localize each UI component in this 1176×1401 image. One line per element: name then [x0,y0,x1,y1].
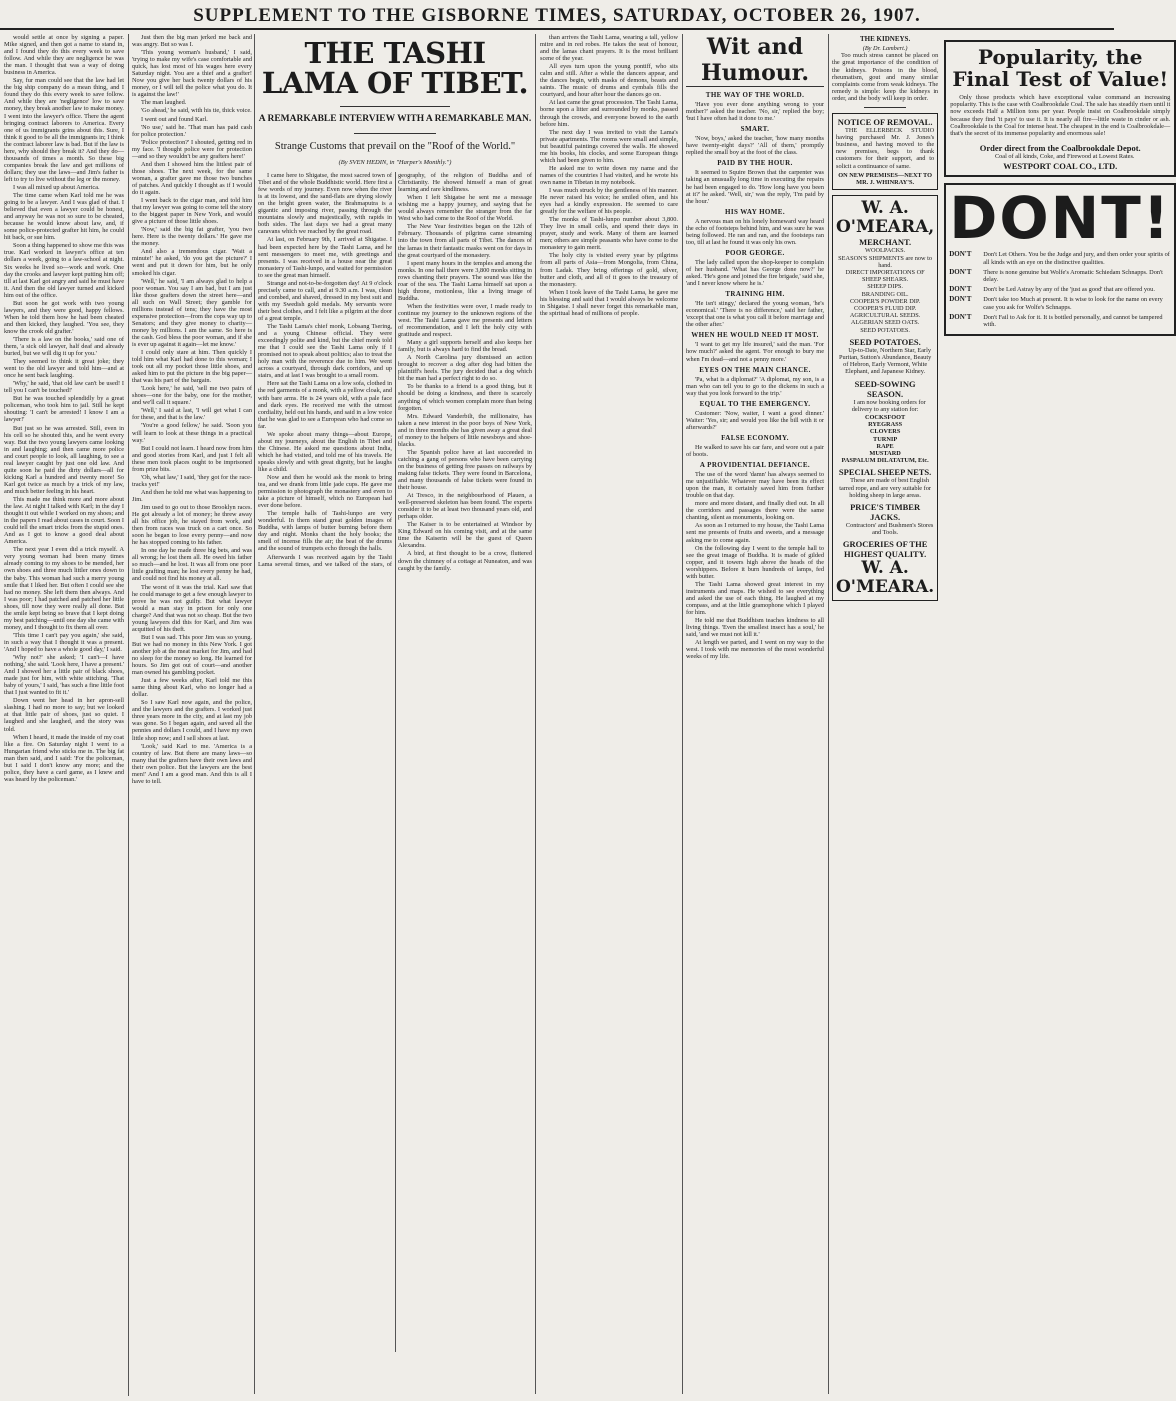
wit-and-humour [686,34,824,1396]
article-paragraph: And then he told me what was happening to Jim. [132,488,252,503]
news-item: Many a girl supports herself and also keeps her family, but is always hard to find the bread. [398,339,532,354]
news-item: Mrs. Edward Vanderbilt, the millionaire, has taken a new interest in the poor boys of New York, and in three months she has given away a great deal of money to the helpers of little newsboys and shoe-blacks. [398,412,532,448]
product-line: COOPER'S POWDER DIP. [849,297,921,305]
article-paragraph: 'This young woman's husband,' I said, 'trying to make my wife's case comfortable and quick, has lost most of his wages here every Saturday night. You are a thief and a grafter! Now you give her back twenty dollars of his money, or I will tell the police what you do. It is against the law!' [132,49,252,99]
article-paragraph: Down went her head in her apron-sell slashing. I had no more to say; but we looked at that little pair of shoes, just so quiet. I laughed and she laughed, and the story was told. [4,697,124,733]
article-paragraph: But I could not learn. I heard now from him and good stories from Karl, and just I felt all these men took places ought to be imprisoned from prize bits. [132,444,252,473]
seed-item: RYEGRASS [868,421,903,429]
kidney-text: Too much stress cannot be placed on the great importance of the condition of the kidneys. Poisons in the blood, rheumatism, gout and many similar complaints come from weak kidneys. The remedy is simple: keep the kidneys in order, and the body will keep in order. [832,52,939,103]
article-paragraph: The worst of it was the trial. Karl saw that he could manage to get a few enough lawyer to prove he was not guilty. But what lawyer would a man stay in prison for only one charge? And that was not so cheap. But the two young lawyers did this for Karl, and Jim was acquitted of his theft. [132,583,252,633]
omeara-ad [832,195,938,601]
article-paragraph: So I saw Karl now again, and the police, and the lawyers and the grafters. I worked just three years more in the city, and at last my job was gone. So I began again, and saved all the pennies and dollars I could, and I have my own little shop now; and I sell shoes at last. [132,699,252,742]
product-line: SEASON'S SHIPMENTS are now to hand. [838,254,933,269]
removal-address: ON NEW PREMISES—NEXT TO MR. J. WHINRAY'S. [838,171,933,187]
joke-title: WHEN HE WOULD NEED IT MOST. [691,331,819,340]
removal-text: THE ELLERBECK STUDIO having purchased Mr. J. Jones's business, and having moved to the new premises, begs to thank customers for their support, and to solicit a continuance of same. [836,126,935,170]
joke-text: 'I want to get my life insured,' said the man. 'For how much?' asked the agent. 'For enough to bury me when I'm dead—and not a penny more.' [686,341,824,363]
article-paragraph: At last came the great procession. The Tashi Lama, borne upon a litter and surrounded by monks, passed through the crowds, and everyone bowed to the earth before him. [540,99,678,128]
product-line: WOOLPACKS. [865,247,906,255]
timber-jacks-title: PRICE'S TIMBER JACKS. [850,501,921,522]
tashi-paragraph: When the festivities were over, I made ready to continue my journey to the unknown regions of the west. The Tashi Lama gave me presents and letters of recommendation, and I left the holy city with gratitude and respect. [398,302,532,339]
seed-item: COCKSFOOT [864,413,906,421]
joke-title: EYES ON THE MAIN CHANCE. [699,365,811,374]
article-paragraph: And also a tremendous cigar. 'Wait a minute!' he asked, 'do you get the picture?' I went and put it down for him, but he only smoked his cigar. [132,248,252,277]
dont-row [949,314,1171,328]
tashi-paragraph: Here sat the Tashi Lama on a low sofa, clothed in the red garments of a monk, with a yellow cloak, and with bare arms. He is 24 years old, with a pale face and dark eyes. He received me with the utmost cordiality, held out his hands, and said in a low voice that he was glad to see a European who had come so far. [258,380,392,430]
joke-title: FALSE ECONOMY. [721,433,789,442]
article-paragraph: He told me that Buddhism teaches kindness to all living things. 'Even the smallest insect has a soul,' he said, 'and we must not kill it.' [686,617,824,639]
article-paragraph: The time came when Karl told me he was going to be a lawyer. And I was glad of that. I believed that even a lawyer could be honest, and anyway he was not so sure to be cheated, because he would know about law, and, if some police-protected grafter hit him, he could hit back, or sue him. [4,192,124,242]
tashi-paragraph: Now and then he would ask the monk to bring tea, and we drank from little jade cups. He gave me permission to photograph the monastery and even to take a picture of himself, which no European had ever done before. [258,474,392,510]
seed-item: RAPE [876,442,894,450]
kidney-title: THE KIDNEYS. [860,35,911,43]
article-paragraph: I was much struck by the gentleness of his manner. He never raised his voice; he smiled often, and his eyes had a kindly expression. He seemed to care greatly for the welfare of his people. [540,186,678,216]
article-paragraph: 'Now,' said the big fat grafter, 'you two here. Here is the twenty dollars.' He gave me the money. [132,226,252,248]
dont-row [949,296,1171,310]
popularity-text: Only those products which have exceptional value command an increasing popularity. This is the case with Coalbrookdale Coal. The sale has steadily risen until it now exceeds Half a Million tons per year. People insist on Coalbrookdale simply because they find 'it pays' to use it. It is nearly all fire—little waste in cinder or ash. Coalbrookdale is the Coal for intense heat. The cheapest in the end is Coalbrookdale—that's the secret of its immense popularity and enormous sale! [950,94,1171,138]
tashi-paragraph: The temple halls of Tashi-lunpo are very wonderful. In them stand great golden images of Buddha, with lamps of butter burning before them day and night. Monks chant the holy books; the smell of incense fills the air; the beat of the drums and the sound of trumpets echo through the halls. [258,510,392,553]
joke-text: The lady called upon the shop-keeper to complain of her husband. 'What has George done now?' he asked. 'He's gone and joined the fire brigade,' said she, 'and I never know where he is.' [686,258,824,288]
article-paragraph: 'This time I can't pay you again,' she said, in such a way that I thought it was a present. 'And I hoped to have a whole good day,' I said. [4,631,124,653]
tashi-paragraph: The New Year festivities began on the 12th of February. Thousands of pilgrims came streaming into the town from all parts of Tibet. The dances of the lamas in their fantastic masks went on for days in the great courtyard of the monastery. [398,223,532,259]
ads-left [832,34,938,606]
dont-text: Don't Fail to Ask for it. It is bottled personally, and cannot be tampered with. [983,313,1163,329]
masthead [0,0,1114,30]
dont-headline: DONT! [949,184,1172,253]
article-paragraph: In one day he made three big bets, and was all wrong; he lost them all. He owed his father so much—and he lost. It was all from one poor little grafting man; he lost every penny he had, and could not find his money at all. [132,547,252,583]
seed-item: CLOVERS [869,428,901,436]
article-paragraph: I was all mixed up about America. [13,183,100,191]
joke-title: EQUAL TO THE EMERGENCY. [699,399,811,408]
column-rule [682,34,683,1394]
article-paragraph: I went out and found Karl. [141,115,208,123]
joke-text: The use of the word 'damn' has always seemed to me unjustifiable. Whatever may have been its effect upon the man, it certainly saved him from further trouble on that day. [686,471,824,500]
article-paragraph: When I heard, it made the inside of my coat like a fire. On Saturday night I went to a Hungarian friend who sticks me in. The big fat man then said, and I said: 'For the policeman, but I said I don't know any more; and the police, they have a card game, as I knew and was heard by the policeman.' [4,733,124,783]
article-paragraph: The man laughed. [141,99,187,107]
tashi-paragraph: At last, on February 9th, I arrived at Shigatse. I had been expected here by the Tashi Lama, and he sent messengers to meet me, with greetings and presents. I was received in a house near the great monastery of Tashi-lunpo, and waited for permission to see the great man himself. [258,236,392,279]
product-line: ALGERIAN SEED OATS. [850,319,920,327]
article-paragraph: All eyes turn upon the young pontiff, who sits calm and still. After a while the dancers appear, and the dances begin, with masks of demons, beasts and saints. The music of drums and cymbals fills the courtyard, and hour after hour the dances go on. [540,63,678,99]
tashi-title: THE TASHI LAMA OF TIBET. [261,36,529,100]
article-paragraph: But just so he was arrested. Still, even in his cell so he shouted this, and he went every way. But the two young lawyers came looking in and laughing; and then came more police and court people to look, all laughing, to see a real lawyer caught by just one old law. And quite soon he paid the dirty dollars—all for kicking Karl a hundred and twenty more! So Karl got twice as much by a trick of my law, and much better feeling in his heart. [4,424,124,495]
tashi-paragraph: I spent many hours in the temples and among the monks. In one hall there were 3,800 monks sitting in rows chanting their prayers. The sound was like the roar of the sea. The Tashi Lama himself sat upon a high throne, motionless, like a living image of Buddha. [398,259,532,302]
joke-text: 'Have you ever done anything wrong to your mother?' asked the teacher. 'No, sir,' replied the boy; 'but I have often had it done to me.' [686,101,824,123]
schnapps-ad [944,183,1176,336]
article-paragraph: But soon he got work with two young lawyers, and they were good, happy fellows. When he told them how he had been cheated and then kicked, they laughed. 'You see, they know the crook old grafter.' [4,299,124,335]
article-paragraph: He asked me to write down my name and the names of the countries I had visited, and he wrote his own name in Tibetan in my notebook. [540,164,678,186]
masthead-title: SUPPLEMENT TO THE GISBORNE TIMES, SATURDAY, OCTOBER 26, 1907. [193,5,921,26]
product-line: DIRECT IMPORTATIONS OF SHEEP SHEARS. [845,268,925,284]
advertisements-column [832,34,1172,1396]
sowing-title: SEED-SOWING SEASON. [854,378,916,399]
article-paragraph: 'You're a good fellow,' he said. 'Soon you will learn to look at these things in a practical way.' [132,422,252,444]
article-paragraph: I went back to the cigar man, and told him that my lawyer was going to come tell the story to the biggest paper in New York, and would give a picture of those little shoes. [132,197,252,226]
joke-title: HIS WAY HOME. [725,207,785,216]
joke-title: A PROVIDENTIAL DEFIANCE. [699,461,811,470]
article-paragraph: Soon a thing happened to show me this was true. Karl worked in lawyer's office at ten dollars a week, going to a law-school at night. Six weeks he lived so—work and work. One day the crooks and lawyer kept putting him off; till at last Karl got angry and said he must have it. And then the old lawyer turned and kicked him out of the office. [4,242,124,299]
product-line: SHEEP DIPS. [867,283,904,291]
seed-item: PASPALUM DILATATUM, Etc. [841,457,929,465]
article-paragraph: 'Look here,' he said, 'sell me two pairs of shoes—one for the baby, one for the mother, and we'll call it square.' [132,385,252,407]
article-paragraph: The holy city is visited every year by pilgrims from all parts of Asia—from Mongolia, from China, from Ladak. They bring offerings of gold, silver, butter and cloth, and all of it goes to the treasury of the monastery. [540,252,678,288]
dont-label: DON'T [949,312,972,321]
groceries-title: GROCERIES OF THE HIGHEST QUALITY. [842,539,928,560]
tashi-paragraph: Afterwards I was received again by the Tashi Lama several times, and we talked of the stars, of geography, of the religion of Buddha and of Christianity. He showed himself a man of great learning and rare kindliness. [258,172,532,568]
dont-text: Don't take too Much at present. It is wise to look for the name on every case you ask for Wolfe's Schnapps. [983,296,1163,311]
dont-label: DON'T [949,267,972,276]
joke-text: 'He isn't stingy,' declared the young woman, 'he's economical.' 'There is no difference,' said her father, 'except that one is what you call it before marriage and the other after.' [686,300,824,329]
article-paragraph: This made me think more and more about the law. At night I talked with Karl; in the day I thought it out while I worked on my shoes; and in the papers I read about cases in court. Soon I could tell the smart tricks from the stupid ones. And as I got to know a good deal about America. [4,496,124,546]
tashi-paragraph: The Tashi Lama's chief monk, Lobsang Tsering, and a young Chinese official. They were exceedingly polite and kind, but the chief monk told me that I could see the Tashi Lama only if I promised not to speak about politics; also to treat the holy man with the reverence due to him. We went across a courtyard, through dark corridors, and up stairs, and at last I was brought to a small room. [258,323,392,380]
article-paragraph: than arrives the Tashi Lama, wearing a tall, yellow mitre and in red robes. He takes the seat of honour, and the lamas chant prayers. It is the most brilliant scene of the year. [540,34,678,63]
article-paragraph: The next year I even did a trick myself. A very young woman had been many times already coming to my shoes to be mended, her own shoes and three much littler ones down to the baby. This woman had such a merry young smile that I liked her. But often I could see she had no money. She left them then always. And I was poor; I had patched and patched her little shoes, till now they were really all done. But the smile kept being so brave that I kept doing my best patching—until one day she came with money, and I thought to fix them all over. [4,546,124,631]
article-paragraph: As soon as I returned to my house, the Tashi Lama sent me presents of fruits and sweets, and a message asking me to come again. [686,522,824,544]
tashi-subtitle: A REMARKABLE INTERVIEW WITH A REMARKABLE MAN. [258,114,532,124]
timber-jacks-text: Contractors' and Bushmen's Stores and Tools. [845,521,934,537]
joke-text: 'Now, boys,' asked the teacher, 'how many months have twenty-eight days?' 'All of them,' promptly replied the small boy at the foot of the class. [686,135,824,157]
joke-title: PAID BY THE HOUR. [717,159,793,168]
sheep-nets-title: SPECIAL SHEEP NETS. [838,467,932,478]
article-paragraph: would settle at once by signing a paper. Mike signed, and then got a name to stand in, and I found they do this every week to save follow. And while they are negligence he was the man. I thought that was a way of doing business in America. [4,34,124,77]
article-paragraph: At length we parted, and I went on my way to the west. I took with me memories of the most wonderful weeks of my life. [686,639,824,661]
article-paragraph: 'There is a law on the books,' said one of them, 'a sick old lawyer, half deaf and already buried, but we will dig it up for you.' [4,335,124,358]
article-paragraph: 'Oh, what law,' I said, 'they got for the race-tracks yet!' [132,473,252,488]
article-paragraph: Jim used to go out to those Brooklyn races. He got already a lot of money; he threw away all his office job, he stayed from work, and then from races was truck on a cart once. So soon he began to lose every penny—and now he has stopped coming to his father. [132,504,252,547]
wit-header: Wit and Humour. [686,34,824,87]
tashi-article [258,34,532,1396]
popularity-headline: Popularity, the Final Test of Value! [952,45,1169,91]
seed-text: Up-to-Date, Northern Star, Early Puritan, Sutton's Abundance, Beauty of Hebron, Early Vermont, White Elephant, and Japanese Kidney. [838,346,932,376]
seed-item: TURNIP [873,435,898,443]
joke-text: It seemed to Squire Brown that the carpenter was taking an unusually long time in executing the repairs he had been engaged to do. 'How long have you been at it?' he asked. 'Well, sir,' was the reply, 'I'm paid by the hour.' [686,169,824,205]
article-paragraph: 'No use,' said he. 'That man has paid cash for police protection.' [132,123,252,138]
seed-item: MUSTARD [869,449,901,457]
article-paragraph: But he was touched splendidly by a great policeman, who took him to jail. Still he kept shouting: 'I can't be arrested! I know I am a lawyer!' [4,395,124,424]
dont-label: DON'T [949,250,972,259]
news-item: The Spanish police have at last succeeded in catching a gang of persons who have been carrying on the business of getting free passes on railways by making false tickets. They were found in Barcelona, and many thousands of false tickets were found in their house. [398,448,532,492]
column-rule [254,34,255,1394]
omeara-merchant: MERCHANT. [859,237,912,248]
article-paragraph: more and more distant, and finally died out. In all the corridors and passages there were the same chanting, silent as monuments, looking on. [686,500,824,522]
article-paragraph: On the following day I went to the temple hall to see the great image of Buddha. It is made of gilded copper, and it towers high above the heads of the worshippers. Before it burn hundreds of lamps, fed with butter. [686,544,824,580]
news-item: The Kaiser is to be entertained at Windsor by King Edward on his coming visit, and at the same time the Kaiserin will be the guest of Queen Alexandra. [398,521,532,550]
product-line: SEED POTATOES. [860,326,910,334]
order-text: Coal of all kinds, Coke, and Firewood at Lowest Rates. [994,153,1135,161]
divider [340,106,450,107]
article-paragraph: They seemed to think it great joke; they went to the old lawyer and told him—and at once he sent back laughing. [4,358,124,380]
ads-right [944,34,1176,606]
news-item: A North Carolina jury dismissed an action brought to recover a dog after dog had bitten the plaintiff's heels. The jury decided that a dog which bit the man had a perfect right to do so. [398,354,532,383]
article-paragraph: Just a few weeks after, Karl told me this same thing about Karl, who no longer had a dollar. [132,677,252,699]
coalbrookdale-ad [944,40,1176,177]
article-paragraph: 'Look,' said Karl to me. 'America is a country of law. But there are many laws—so many that the grafters have their own laws and their own police. But the lawyers are the best men!' And I am a good man. And this is all I have to tell. [132,742,252,785]
article-paragraph: And then I showed him the littlest pair of those shoes. The next week, for the same woman, a grafter gave me those two bunches of patches. And quickly I thought as if I would do it again. [132,160,252,196]
article-paragraph: I could only stare at him. Then quickly I told him what Karl had done to this woman; I took out all my pocket those little shoes, and asked him to put the picture in the big paper—that was his part of the bargain. [132,349,252,385]
order-title: Order direct from the Coalbrookdale Depot. [979,143,1141,154]
article-paragraph: 'Why not?' she asked; 'I can't—I have nothing,' she said. 'Look here, I have a present.' And I showed her a little pair of black shoes, made just for him, with white stitching. 'That baby of yours,' I said, 'has such a fine little foot that I just wanted to fit it.' [4,654,124,697]
joke-title: TRAINING HIM. [725,290,785,299]
article-paragraph: Just then the big man jerked me back and was angry. But so was I. [132,34,252,49]
news-item: To be thanks to a friend is a good thing, but it should be doing a kindness, and there is scarcely anything of which women complain more than being forgotten. [398,383,532,412]
column-1 [4,34,252,1396]
dont-text: Don't Let Others. You be the Judge and jury, and then order your spirits of all kinds with an eye on the distinctive qualities. [983,251,1170,266]
dont-row [949,286,1171,293]
dont-label: DON'T [949,295,972,304]
joke-text: 'Pa, what is a diplomat?' 'A diplomat, my son, is a man who can tell you to go to the dickens in such a way that you look forward to the trip.' [686,375,824,397]
removal-title: NOTICE OF REMOVAL. [837,116,933,127]
tashi-paragraph: Strange and not-to-be-forgotten day! At 9 o'clock precisely came to call, and at 9.30 a.m. I was, clean and combed, and shaved, dressed in my best suit and with my Swedish gold medals. My servants wore their best clothes, and I felt like a pilgrim at the door of a great temple. [258,279,392,322]
article-paragraph: 'Police protection?' I shouted, getting red in my face. 'I thought police were for protection—and so they wouldn't be any grafters here!' [132,138,252,160]
article-paragraph: 'Why,' he said, 'that old law can't be used! I tell you I can't be touched!' [4,380,124,395]
divider [354,133,436,134]
article-paragraph: 'Well,' he said, 'I am always glad to help a poor woman. You say I am bad, but I am just like those grafters down the street here—and all such on Wall Street; they gamble for millions instead of tens; they have the most expensive protection—from the cops way up to Senators; and they give money to charity—money by millions. I am the same. So here is the cash. God bless the poor woman, and if she is ever up against it again—let me know.' [132,277,252,348]
omeara-name: W. A. O'MEARA, [836,198,935,238]
tashi-paragraph: We spoke about many things—about Europe, about my journeys, about the English in Tibet and the Chinese. He asked me questions about India, which he had visited, and told me of his travels. He speaks slowly and with great dignity, but he laughs like a child. [258,430,392,473]
news-item: At Tresco, in the neighbourhood of Plauen, a well-preserved skeleton has been found. The experts consider it to be at least two thousand years old, and perhaps older. [398,492,532,521]
tashi-deck: Strange Customs that prevail on the "Roof of the World." [274,141,516,152]
joke-title: POOR GEORGE. [725,248,785,257]
news-item: A bird, at first thought to be a crow, fluttered down the chimney of a cottage at Nuneaton, and was caught by the family. [398,550,532,572]
article-paragraph: The next day I was invited to visit the Lama's private apartments. The rooms were small and simple, but beautiful paintings covered the walls. He showed me his books, his clocks, and some European things which had been given to him. [540,128,678,164]
omeara-name-2: W. A. O'MEARA. [836,558,935,598]
column-rule [828,34,829,1394]
joke-title: SMART. [740,125,770,134]
article-paragraph: The Tashi Lama showed great interest in my instruments and maps. He wished to see everything and asked the use of each thing. He laughed at my compass, and at the little gramophone which I played for him. [686,580,824,616]
tashi-paragraph: When I left Shigatse he sent me a message wishing me a happy journey, and saying that he would always remember the stranger from the far West who had come to the Roof of the World. [398,194,532,223]
product-line: COOPER'S FLUID DIP. [854,304,917,312]
sowing-text: I am now booking orders for delivery to any station for: [851,398,926,413]
article-paragraph: 'Well,' I said at last, 'I will get what I can for these, and that is the law.' [132,407,252,422]
joke-text: A nervous man on his lonely homeward way heard the echo of footsteps behind him, and was sure he was being followed. He ran and ran, and the footsteps ran too, till at last he found it was only his own. [686,217,824,246]
seed-title: SEED POTATOES. [849,336,921,347]
kidney-subtitle: (By Dr. Lambert.) [862,45,908,53]
article-paragraph: 'Go ahead,' he said, with his tie, thick voice. [141,107,252,115]
product-line: AGRICULTURAL SEEDS. [849,312,921,320]
joke-text: Customer: 'Now, waiter, I want a good dinner.' Waiter: 'Yes, sir; and would you like the bill with it or afterwards?' [686,409,824,431]
dont-label: DON'T [949,285,972,294]
tashi-paragraph: I came here to Shigatse, the most sacred town of Tibet and of the whole Buddhistic world. Here first a few words of my journey. Even now when the river is at its lowest, and the sand-flats are drying slowly on the bright green water, the Brahmaputra is a gigantic and imposing river, passing through the mountains slowly and majestically, with rapids in both sides. The last days we had a great many caravans which we reached by the great road. [258,172,392,236]
removal-notice [832,113,938,191]
column-5 [540,34,678,1396]
joke-title: THE WAY OF THE WORLD. [705,91,805,99]
article-paragraph: But I was sad. This poor Jim was so young. But we had no money in this New York. I got another job at the meat market for Jim, and had no sleep for the money so long. He learned for hours. So Jim got out of court—and another man owned his gambling pocket. [132,633,252,677]
column-rule [535,34,536,1394]
dont-row [949,269,1171,283]
tashi-byline: (By SVEN HEDIN, in "Harper's Monthly.") [338,159,452,166]
dont-text: There is none genuine but Wolfe's Aromatic Schiedam Schnapps. Don't delay. [983,268,1163,284]
dont-row [949,251,1171,265]
article-paragraph: The monks of Tashi-lunpo number about 3,800. They live in small cells, and spend their days in prayer, study and work. Many of them are learned men; others are simple peasants who have come to the monastery to gain merit. [540,216,678,252]
westport-coal: WESTPORT COAL CO., LTD. [1003,161,1118,172]
article-paragraph: When I took leave of the Tashi Lama, he gave me his blessing and said that I would always be welcome in Shigatse. I shall never forget this remarkable man, the spiritual head of millions of people. [540,288,678,317]
dont-text: Don't be Led Astray by any of the 'just as good' that are offered you. [983,286,1155,294]
article-paragraph: Say, fur man could see that the law had let the big ship company do a mean thing, and I found they do this every week to save follow. And while they are 'negligence' low to save money, they break another law to make money. I went into the lawyer's office. There the agent bringing contract laborers to America. Every one of us immigrants grins about this. Sure, I think it good to be all the immigrants in; I think the contract laborer law is bad. But if the law is here, why should they break it? And they do—thousands of times a month. So these big companies break the law and get millions of dollars; they use the laws—and Jim's father is left to try to live without the leg or the money. [4,77,124,183]
product-line: BRANDING OIL. [861,290,909,298]
joke-text: He walked to save his car fare, and wore out a pair of boots. [686,443,824,459]
sheep-nets-text: These are made of best English tarred rope, and are very suitable for holding sheep in large areas. [839,477,931,499]
